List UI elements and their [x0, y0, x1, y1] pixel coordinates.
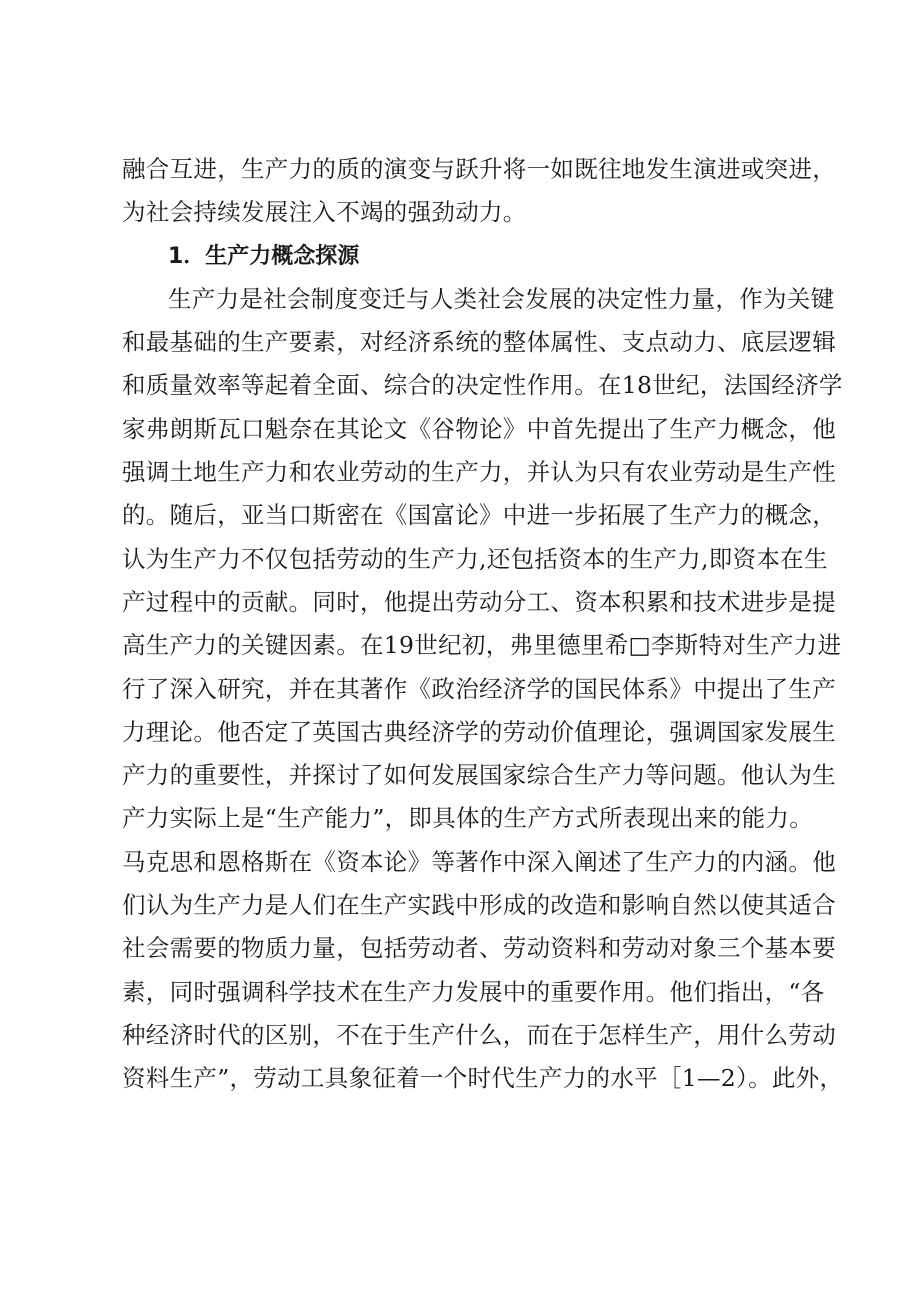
paragraph-line: 高生产力的关键因素。在19世纪初，弗里德里希□李斯特对生产力进 [122, 631, 842, 660]
paragraph-line: 力理论。他否定了英国古典经济学的劳动价值理论，强调国家发展生 [122, 717, 836, 746]
paragraph-line: 强调土地生产力和农业劳动的生产力，并认为只有农业劳动是生产性 [122, 458, 836, 487]
paragraph-line: 融合互进，生产力的质的演变与跃升将一如既往地发生演进或突进， [122, 155, 836, 183]
paragraph-line: 马克思和恩格斯在《资本论》等著作中深入阐述了生产力的内涵。他 [122, 847, 836, 876]
paragraph-line: 产力实际上是“生产能力”，即具体的生产方式所表现出来的能力。 [122, 804, 814, 833]
paragraph-line: 的。随后，亚当口斯密在《国富论》中进一步拓展了生产力的概念， [122, 501, 836, 530]
section-heading: 1．生产力概念探源 [168, 243, 360, 269]
paragraph-line: 行了深入研究，并在其著作《政治经济学的国民体系》中提出了生产 [122, 674, 836, 703]
paragraph-line: 生产力是社会制度变迁与人类社会发展的决定性力量，作为关键 [168, 284, 835, 313]
paragraph-line: 素，同时强调科学技术在生产力发展中的重要作用。他们指出，“各 [122, 977, 825, 1006]
paragraph-line: 种经济时代的区别，不在于生产什么，而在于怎样生产，用什么劳动 [122, 1020, 836, 1049]
paragraph-line: 和最基础的生产要素，对经济系统的整体属性、支点动力、底层逻辑 [122, 328, 836, 357]
document-page [122, 148, 844, 1101]
paragraph-line: 资料生产”，劳动工具象征着一个时代生产力的水平［1—2）。此外， [122, 1064, 844, 1093]
paragraph-line: 认为生产力不仅包括劳动的生产力,还包括资本的生产力,即资本在生 [122, 544, 828, 573]
paragraph-line: 产过程中的贡献。同时，他提出劳动分工、资本积累和技术进步是提 [122, 587, 836, 616]
paragraph-line: 家弗朗斯瓦口魁奈在其论文《谷物论》中首先提出了生产力概念，他 [122, 414, 836, 443]
paragraph-line: 为社会持续发展注入不竭的强劲动力。 [122, 198, 527, 227]
paragraph-line: 和质量效率等起着全面、综合的决定性作用。在18世纪，法国经济学 [122, 371, 843, 400]
paragraph-line: 们认为生产力是人们在生产实践中形成的改造和影响自然以使其适合 [122, 891, 836, 920]
paragraph-line: 社会需要的物质力量，包括劳动者、劳动资料和劳动对象三个基本要 [122, 934, 836, 963]
paragraph-line: 产力的重要性，并探讨了如何发展国家综合生产力等问题。他认为生 [122, 761, 836, 790]
